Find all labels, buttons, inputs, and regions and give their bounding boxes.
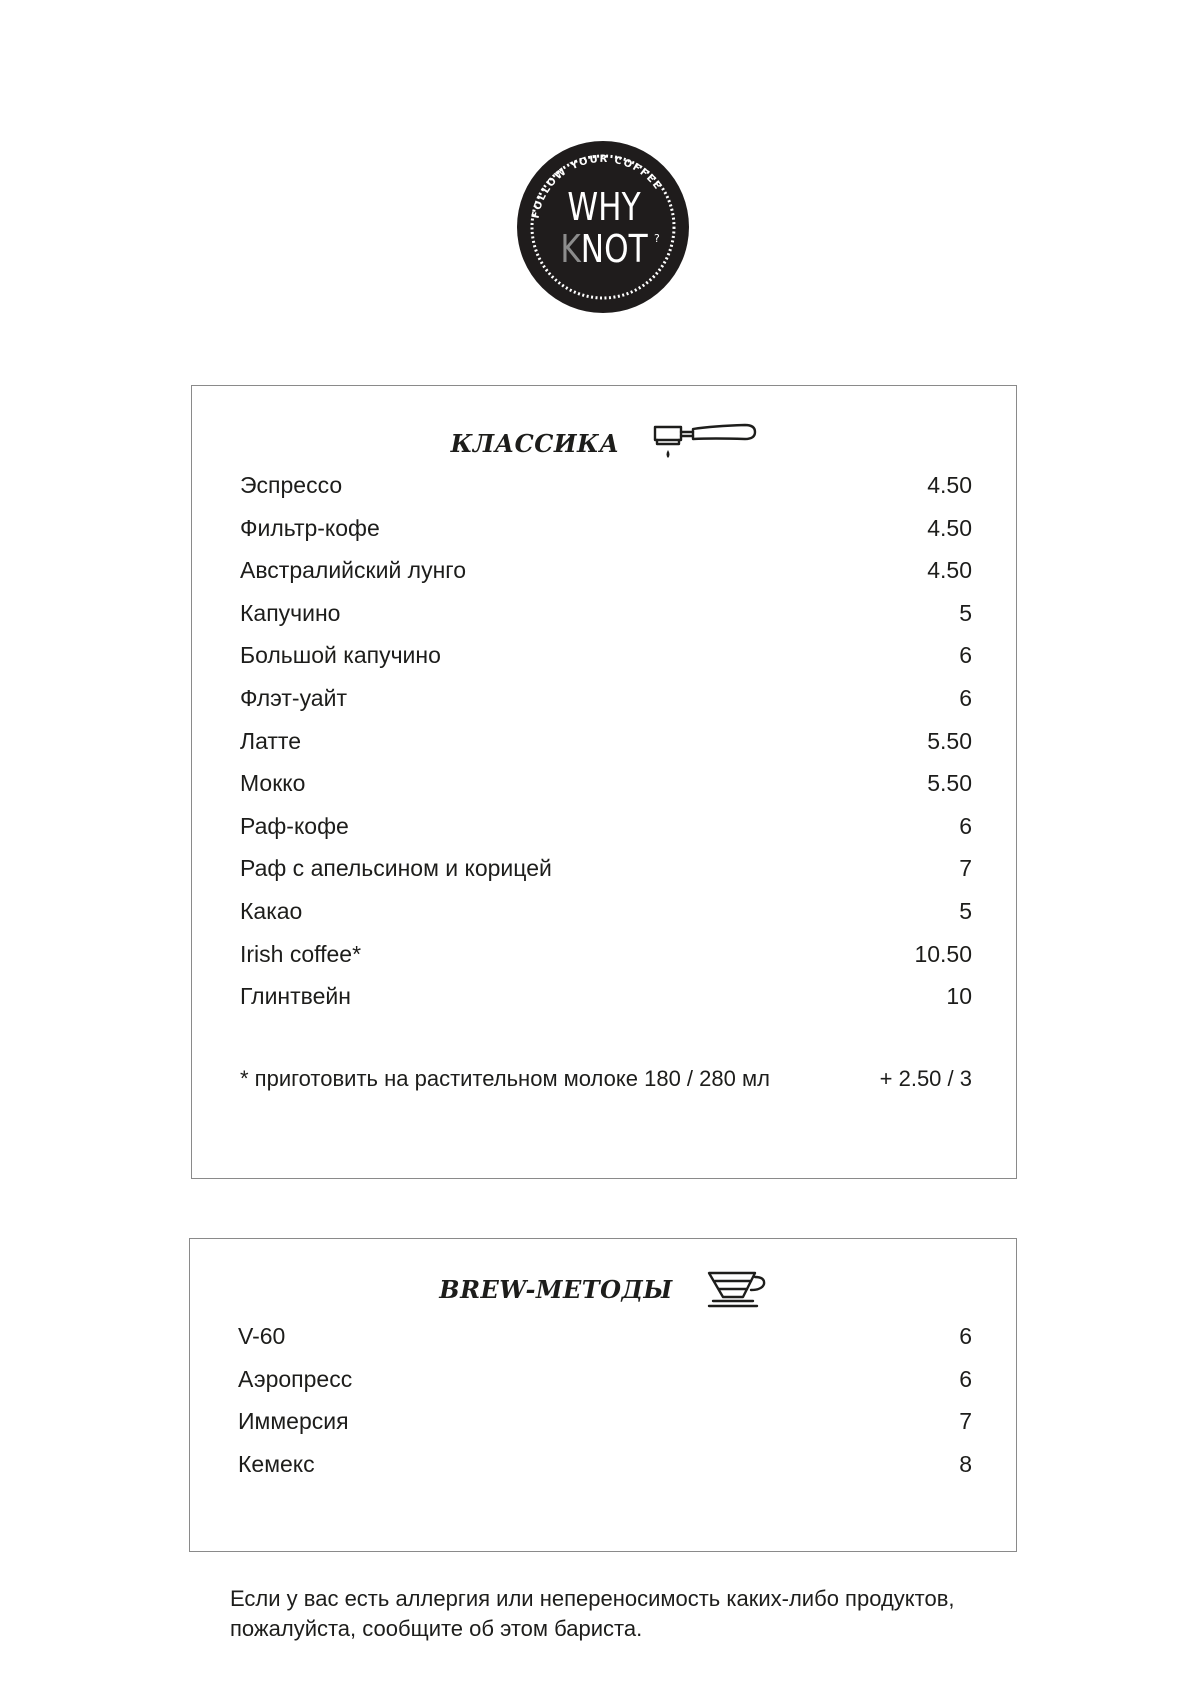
portafilter-icon — [653, 420, 757, 466]
brew-menu-section — [189, 1238, 1017, 1552]
menu-item-price: 4.50 — [927, 514, 972, 541]
menu-item — [240, 805, 972, 848]
menu-item-name: Большой капучино — [240, 642, 441, 669]
why-knot-logo — [516, 140, 690, 314]
menu-item-name: Раф с апельсином и корицей — [240, 855, 552, 882]
menu-item — [240, 677, 972, 720]
menu-item-price: 5 — [959, 897, 972, 924]
allergy-notice-line-1: Если у вас есть аллергия или непереносимость каких-либо продуктов, — [230, 1586, 955, 1611]
menu-item — [238, 1443, 972, 1486]
allergy-notice-line-2: пожалуйста, сообщите об этом бариста. — [230, 1616, 643, 1641]
menu-item-name: Мокко — [240, 770, 306, 797]
plant-milk-note — [240, 1066, 972, 1092]
menu-item-price: 7 — [959, 855, 972, 882]
pour-over-dripper-icon — [707, 1269, 767, 1309]
menu-item-price: 10.50 — [914, 940, 972, 967]
menu-item-name: Раф-кофе — [240, 812, 349, 839]
menu-item-name: Флэт-уайт — [240, 684, 347, 711]
classic-section-title: КЛАССИКА — [450, 428, 620, 458]
menu-item — [240, 890, 972, 933]
menu-item-price: 10 — [946, 983, 972, 1010]
menu-item — [238, 1400, 972, 1443]
menu-item-name: Капучино — [240, 599, 341, 626]
menu-item-price: 8 — [959, 1450, 972, 1477]
menu-item — [240, 720, 972, 763]
menu-item-price: 6 — [959, 1323, 972, 1349]
menu-item-name: Глинтвейн — [240, 983, 351, 1010]
menu-item-name: V-60 — [238, 1323, 286, 1349]
menu-item-price: 5.50 — [927, 770, 972, 797]
menu-item-name: Эспрессо — [240, 472, 343, 498]
menu-item-price: 6 — [959, 684, 972, 711]
plant-milk-note-price: + 2.50 / 3 — [879, 1066, 972, 1091]
logo-word-why: WHY — [567, 186, 641, 230]
menu-item — [240, 549, 972, 592]
classic-section-header — [192, 420, 1016, 466]
menu-item — [240, 933, 972, 976]
menu-item-price: 5.50 — [927, 727, 972, 754]
menu-item — [240, 592, 972, 635]
menu-item-name: Кемекс — [238, 1450, 315, 1477]
menu-item — [240, 507, 972, 550]
classic-menu-section — [191, 385, 1017, 1179]
menu-item-name: Аэропресс — [238, 1365, 353, 1392]
menu-item — [240, 634, 972, 677]
logo-question-mark: ? — [654, 232, 660, 245]
menu-item-name: Иммерсия — [238, 1408, 349, 1435]
menu-item-price: 6 — [959, 812, 972, 839]
menu-item-price: 4.50 — [927, 557, 972, 584]
menu-item-name: Австралийский лунго — [240, 557, 466, 584]
logo-word-knot: KNOT — [560, 228, 648, 272]
menu-item-name: Какао — [240, 897, 303, 924]
menu-item-name: Irish coffee* — [240, 940, 362, 967]
menu-item-price: 5 — [959, 599, 972, 626]
brew-section-header — [190, 1269, 1016, 1309]
menu-item — [240, 464, 972, 507]
menu-item — [240, 847, 972, 890]
menu-item-price: 6 — [959, 642, 972, 669]
menu-item-name: Фильтр-кофе — [240, 514, 380, 541]
brew-items-list — [238, 1315, 972, 1485]
menu-item-price: 4.50 — [927, 472, 972, 498]
plant-milk-note-text: * приготовить на растительном молоке 180 / 280 мл — [240, 1066, 770, 1091]
menu-item — [238, 1315, 972, 1358]
brew-section-title: BREW-МЕТОДЫ — [439, 1274, 673, 1304]
classic-items-list — [240, 464, 972, 1018]
menu-item — [240, 762, 972, 805]
logo-ring-text: FOLLOW YOUR COFFEE — [530, 153, 664, 220]
allergy-notice — [230, 1584, 1030, 1644]
menu-item-price: 7 — [959, 1408, 972, 1435]
menu-item — [238, 1358, 972, 1401]
menu-item — [240, 975, 972, 1018]
menu-item-price: 6 — [959, 1365, 972, 1392]
menu-item-name: Латте — [240, 727, 301, 754]
